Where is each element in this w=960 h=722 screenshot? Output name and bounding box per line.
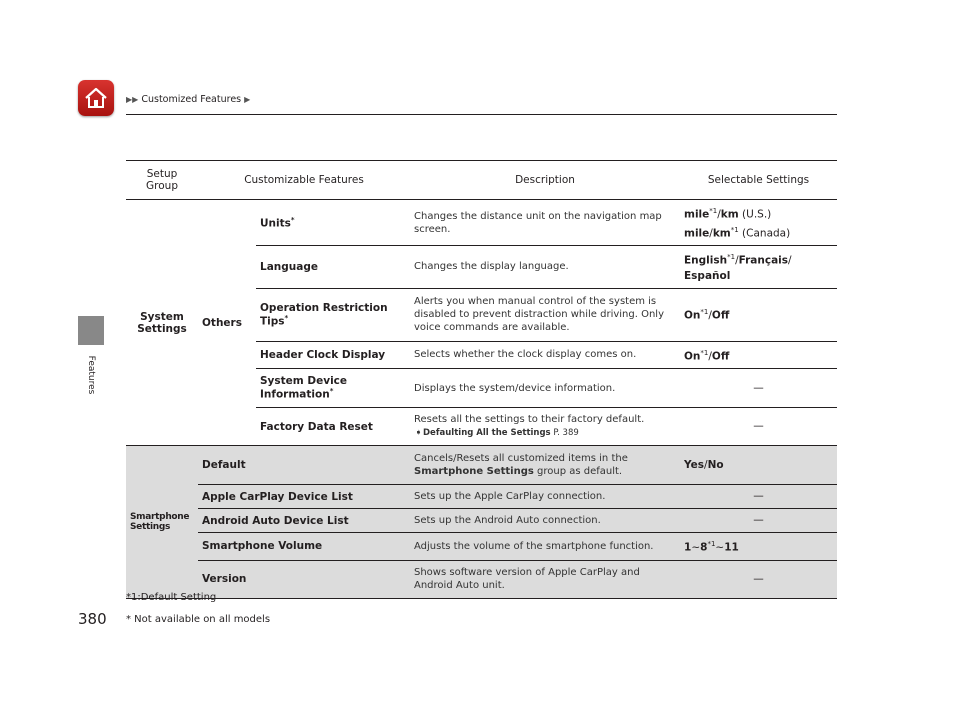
subgroup-label: Others [202,316,242,329]
group-system-settings [126,200,198,446]
feature-device: System Device Information* [256,369,410,408]
customized-features-table [126,160,837,599]
desc-carplay: Sets up the Apple CarPlay connection. [410,485,680,509]
desc-version: Shows software version of Apple CarPlay and Android Auto unit. [410,560,680,598]
group-smartphone-settings: Smartphone Settings [126,446,198,599]
table-header-row [126,161,837,200]
desc-android: Sets up the Android Auto connection. [410,509,680,533]
table-row [126,200,837,246]
feature-carplay: Apple CarPlay Device List [198,485,410,509]
settings-android: — [680,509,837,533]
settings-device: — [680,369,837,408]
feature-android: Android Auto Device List [198,509,410,533]
feature-units: Units* [256,200,410,246]
breadcrumb-arrow-icon: ▶▶ [126,95,139,104]
header-rule [126,114,837,115]
desc-clock: Selects whether the clock display comes on. [410,341,680,369]
desc-reset: Resets all the settings to their factory default. ➧Defaulting All the Settings P. 389 [410,408,680,446]
table-row [126,560,837,598]
feature-reset: Factory Data Reset [256,408,410,446]
header-features: Customizable Features [198,161,410,200]
page-number: 380 [78,610,107,628]
cross-reference-link[interactable]: ➧Defaulting All the Settings P. 389 [414,428,579,438]
feature-language: Language [256,246,410,289]
section-tab-label: Features [86,355,96,395]
section-tab-marker [78,316,104,345]
breadcrumb-arrow-icon: ▶ [244,95,251,104]
desc-default: Cancels/Resets all customized items in the Smartphone Settings group as default. [410,446,680,485]
settings-volume: 1~8$^{*1}$~11 [680,533,837,561]
header-text: Setup [146,168,178,180]
group-label: System [140,310,184,323]
desc-language: Changes the display language. [410,246,680,289]
breadcrumb[interactable] [126,94,250,105]
feature-version: Version [198,560,410,598]
home-icon [83,85,109,111]
settings-restriction: On$^{*1}$/Off [680,288,837,341]
header-text: Group [146,180,178,192]
group-label: Settings [137,322,187,335]
section-tab[interactable] [78,345,104,405]
settings-version: — [680,560,837,598]
home-button[interactable] [78,80,114,116]
header-settings: Selectable Settings [680,161,837,200]
subgroup-others [198,200,256,446]
feature-clock: Header Clock Display [256,341,410,369]
breadcrumb-label: Customized Features [141,94,242,105]
desc-volume: Adjusts the volume of the smartphone function. [410,533,680,561]
header-description: Description [410,161,680,200]
footnote-not-available: * Not available on all models [126,614,271,625]
settings-default: Yes/No [680,446,837,485]
table-row [126,485,837,509]
table-row [126,509,837,533]
feature-volume: Smartphone Volume [198,533,410,561]
desc-device: Displays the system/device information. [410,369,680,408]
table-row [126,533,837,561]
footnote-default-setting: *1:Default Setting [126,592,217,603]
settings-language: English$^{*1}$/Français/ Español [680,246,837,289]
table-row [126,446,837,485]
settings-units: mile$^{*1}$/km (U.S.) mile/$km^{*1}$ (Canada) [680,200,837,246]
feature-restriction: Operation Restriction Tips* [256,288,410,341]
settings-carplay: — [680,485,837,509]
header-setup-group [126,161,198,200]
feature-default: Default [198,446,410,485]
reference-arrow-icon: ➧ [414,428,423,438]
desc-restriction: Alerts you when manual control of the system is disabled to prevent distraction while driving. Only voice commands are available. [410,288,680,341]
settings-reset: — [680,408,837,446]
settings-clock: On$^{*1}$/Off [680,341,837,369]
desc-units: Changes the distance unit on the navigation map screen. [410,200,680,246]
